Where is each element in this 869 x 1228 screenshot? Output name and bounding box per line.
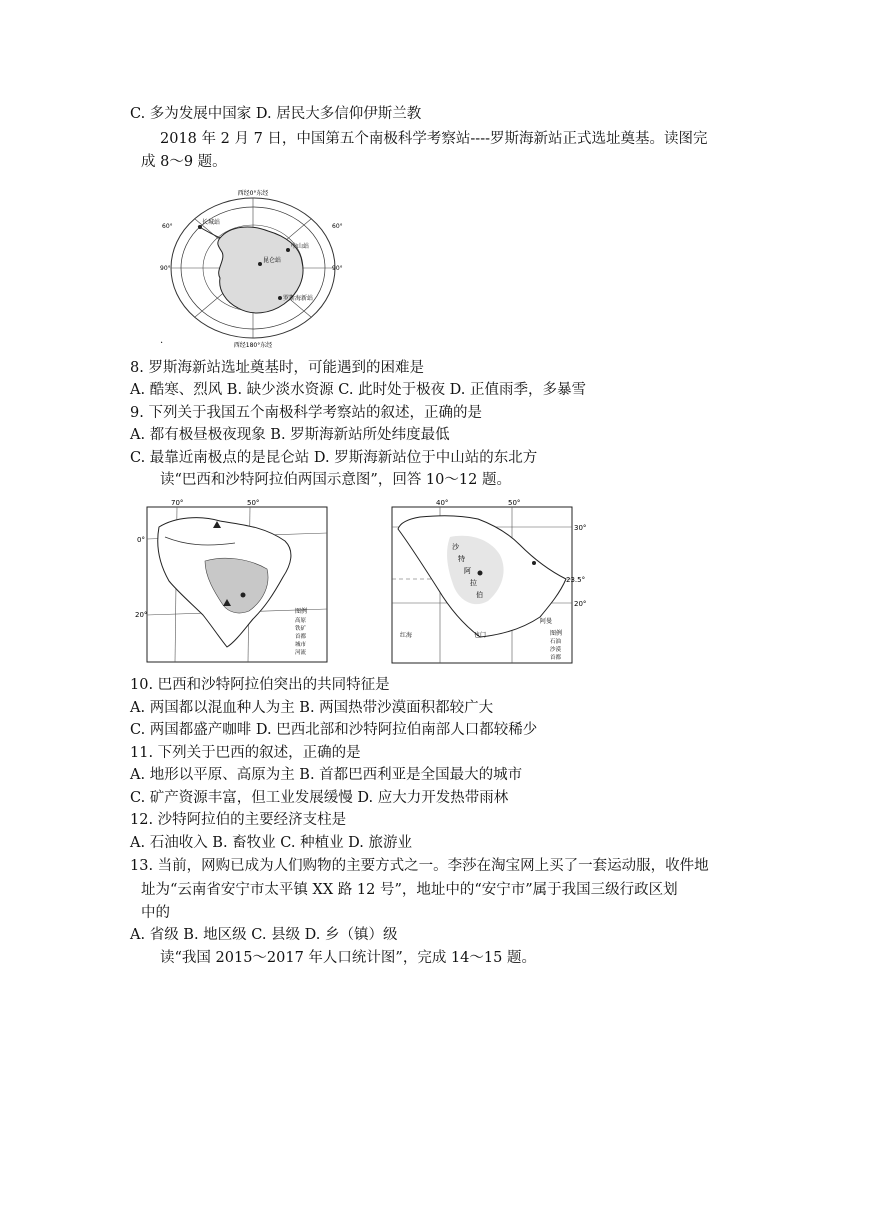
saudi-lat-label-3: 20° bbox=[574, 600, 587, 608]
map-right-label-2: 90° bbox=[332, 265, 343, 272]
question-12-options: A. 石油收入 B. 畜牧业 C. 种植业 D. 旅游业 bbox=[130, 835, 413, 851]
saudi-place-label-5: 伯 bbox=[476, 591, 483, 599]
map-dot-caption: . bbox=[160, 335, 164, 346]
brazil-legend-item-3: 首都 bbox=[295, 634, 307, 640]
question-8: 8. 罗斯海新站选址奠基时，可能遇到的困难是 bbox=[130, 360, 424, 376]
saudi-lon-label-2: 50° bbox=[508, 499, 521, 507]
station-label-changcheng: 长城站 bbox=[202, 219, 221, 226]
brazil-lon-label-2: 50° bbox=[247, 499, 260, 507]
question-11-options-ab: A. 地形以平原、高原为主 B. 首都巴西利亚是全国最大的城市 bbox=[130, 767, 523, 783]
brazil-lon-label-1: 70° bbox=[171, 499, 184, 507]
question-13-options: A. 省级 B. 地区级 C. 县级 D. 乡（镇）级 bbox=[130, 927, 398, 943]
question-9: 9. 下列关于我国五个南极科学考察站的叙述，正确的是 bbox=[130, 405, 482, 421]
question-10: 10. 巴西和沙特阿拉伯突出的共同特征是 bbox=[130, 677, 390, 693]
question-9-options-cd: C. 最靠近南极点的是昆仑站 D. 罗斯海新站位于中山站的东北方 bbox=[130, 450, 538, 466]
saudi-lon-label-1: 40° bbox=[436, 499, 449, 507]
saudi-place-label-6: 也门 bbox=[474, 632, 487, 639]
brazil-map bbox=[135, 497, 330, 665]
map-top-label: 西经0°东经 bbox=[237, 190, 269, 197]
question-11: 11. 下列关于巴西的叙述，正确的是 bbox=[130, 745, 361, 761]
saudi-place-label-3: 阿 bbox=[464, 567, 471, 575]
question-10-options-ab: A. 两国都以混血种人为主 B. 两国热带沙漠面积都较广大 bbox=[130, 700, 494, 716]
question-13-cont-2: 中的 bbox=[141, 905, 170, 921]
intro-14-15: 读“我国 2015～2017 年人口统计图”，完成 14～15 题。 bbox=[160, 950, 536, 966]
saudi-legend-item-1: 石油 bbox=[550, 639, 562, 645]
option-line-c7: C. 多为发展中国家 D. 居民大多信仰伊斯兰教 bbox=[130, 106, 422, 122]
intro-10-12: 读“巴西和沙特阿拉伯两国示意图”，回答 10～12 题。 bbox=[160, 472, 511, 488]
saudi-place-label-7: 阿曼 bbox=[540, 618, 553, 625]
brazil-legend-item-2: 铁矿 bbox=[295, 626, 307, 632]
map-left-label-2: 90° bbox=[160, 265, 171, 272]
saudi-legend-title: 图例 bbox=[550, 630, 563, 637]
question-9-options-ab: A. 都有极昼极夜现象 B. 罗斯海新站所处纬度最低 bbox=[130, 427, 450, 443]
station-label-rossea: 罗斯海新站 bbox=[283, 295, 314, 302]
saudi-place-label-2: 特 bbox=[458, 555, 465, 563]
question-10-options-cd: C. 两国都盛产咖啡 D. 巴西北部和沙特阿拉伯南部人口都较稀少 bbox=[130, 722, 538, 738]
brazil-legend-item-4: 城市 bbox=[295, 642, 307, 648]
station-label-zhongshan: 中山站 bbox=[291, 243, 310, 250]
saudi-lat-label-2: 23.5° bbox=[566, 576, 586, 584]
brazil-legend-item-5: 河流 bbox=[295, 650, 307, 656]
question-11-options-cd: C. 矿产资源丰富，但工业发展缓慢 D. 应大力开发热带雨林 bbox=[130, 790, 509, 806]
map-bottom-label: 西经180°东经 bbox=[233, 342, 273, 349]
saudi-place-label-8: 红海 bbox=[400, 632, 413, 639]
question-8-options: A. 酷寒、烈风 B. 缺少淡水资源 C. 此时处于极夜 D. 正值雨季，多暴雪 bbox=[130, 382, 587, 398]
saudi-map bbox=[390, 497, 590, 667]
question-12: 12. 沙特阿拉伯的主要经济支柱是 bbox=[130, 812, 347, 828]
brazil-legend-title: 图例 bbox=[295, 608, 308, 615]
question-13: 13. 当前，网购已成为人们购物的主要方式之一。李莎在淘宝网上买了一套运动服，收件地 bbox=[130, 858, 709, 874]
saudi-place-label-1: 沙 bbox=[452, 543, 459, 551]
station-label-kunlun: 昆仑站 bbox=[263, 257, 282, 264]
antarctic-map bbox=[160, 186, 345, 350]
saudi-legend-item-3: 首都 bbox=[550, 655, 562, 661]
brazil-lat-label-1: 0° bbox=[137, 536, 145, 544]
saudi-legend-item-2: 沙漠 bbox=[550, 647, 562, 653]
map-right-label-1: 60° bbox=[332, 223, 343, 230]
question-13-cont: 址为“云南省安宁市太平镇 XX 路 12 号”，地址中的“安宁市”属于我国三级行政区划 bbox=[141, 882, 678, 898]
intro-8-9: 2018 年 2 月 7 日，中国第五个南极科学考察站----罗斯海新站正式选址奠基。读图完 bbox=[160, 131, 708, 147]
intro-8-9-cont: 成 8～9 题。 bbox=[141, 154, 227, 170]
saudi-place-label-4: 拉 bbox=[470, 579, 477, 587]
brazil-lat-label-2: 20° bbox=[135, 611, 148, 619]
saudi-lat-label-1: 30° bbox=[574, 524, 587, 532]
brazil-legend-item-1: 高原 bbox=[295, 618, 307, 624]
map-left-label-1: 60° bbox=[162, 223, 173, 230]
